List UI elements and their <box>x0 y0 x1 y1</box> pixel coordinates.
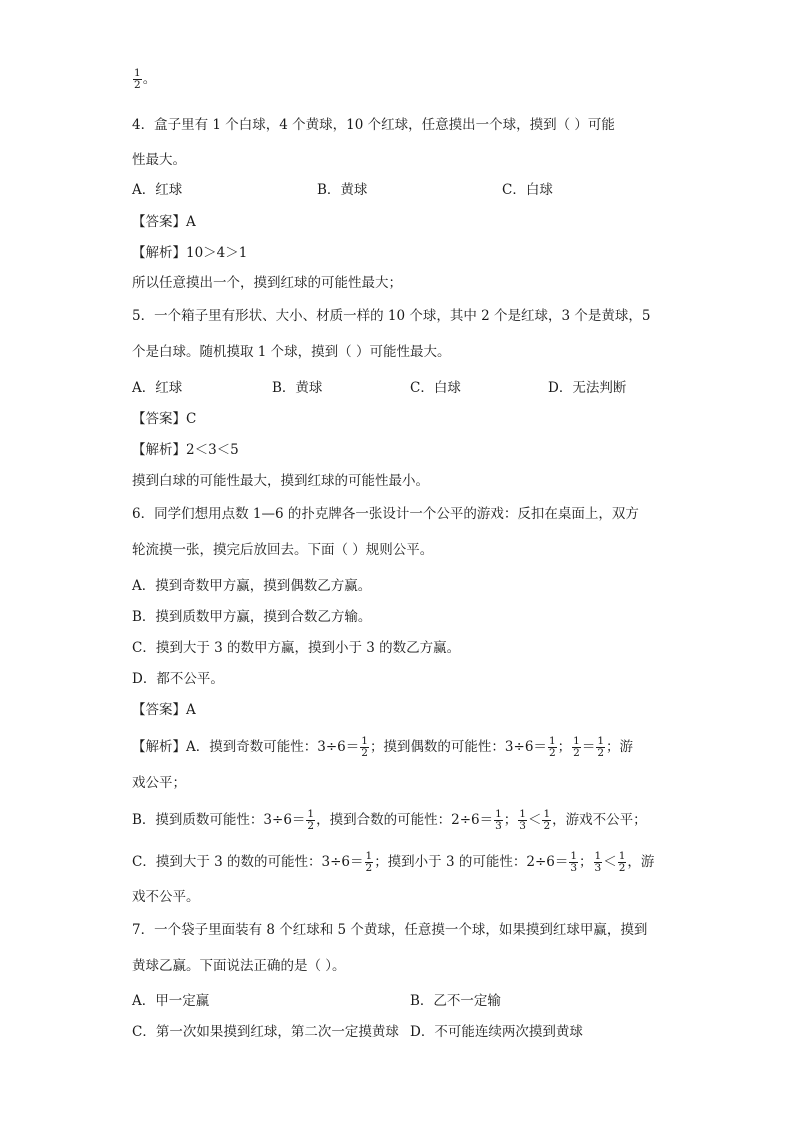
q6-option-c: C．摸到大于 3 的数甲方赢，摸到小于 3 的数乙方赢。 <box>132 640 461 656</box>
fraction: $\frac{1}{2}$ <box>548 735 556 759</box>
q7-line2: 黄球乙赢。下面说法正确的是（ ）。 <box>132 958 346 974</box>
fraction: $\frac{1}{3}$ <box>495 808 502 832</box>
q5-line2: 个是白球。随机摸取 1 个球，摸到（ ）可能性最大。 <box>132 344 451 360</box>
fraction: $\frac{1}{2}$ <box>543 808 551 832</box>
q5-option-c: C．白球 <box>410 380 461 396</box>
fraction: $\frac{1}{2}$ <box>573 735 580 759</box>
q6-analysis-c-cont: 戏不公平。 <box>132 889 200 905</box>
q4-analysis-text: 所以任意摸出一个，摸到红球的可能性最大； <box>132 275 402 291</box>
q7-line1: 7．一个袋子里面装有 8 个红球和 5 个黄球，任意摸一个球，如果摸到红球甲赢，摸到 <box>132 922 648 938</box>
q4-line1: 4．盒子里有 1 个白球，4 个黄球，10 个红球，任意摸出一个球，摸到（ ）可能 <box>132 117 615 133</box>
q7-option-d: D．不可能连续两次摸到黄球 <box>410 1024 583 1040</box>
q7-option-a: A．甲一定赢 <box>132 993 210 1009</box>
fraction: $\frac{1}{2}$ <box>597 735 604 759</box>
q7-option-b: B．乙不一定输 <box>410 993 501 1009</box>
fraction: $\frac{1}{3}$ <box>519 808 526 832</box>
q4-line2: 性最大。 <box>132 152 186 168</box>
q6-analysis-a-cont: 戏公平； <box>132 775 186 791</box>
q4-option-a: A．红球 <box>132 182 183 198</box>
q6-line1: 6．同学们想用点数 1—6 的扑克牌各一张设计一个公平的游戏：反扣在桌面上，双方 <box>132 506 639 522</box>
q5-line1: 5．一个箱子里有形状、大小、材质一样的 10 个球，其中 2 个是红球，3 个是黄球，5 <box>132 308 651 324</box>
q5-option-a: A．红球 <box>132 380 183 396</box>
lead-fraction-line: $\frac{1}{2}$ 。 <box>134 67 157 91</box>
q6-option-b: B．摸到质数甲方赢，摸到合数乙方输。 <box>132 609 372 625</box>
fraction: $\frac{1}{2}$ <box>365 850 373 874</box>
fraction: $\frac{1}{2}$ <box>134 67 141 91</box>
q5-option-d: D．无法判断 <box>548 380 627 396</box>
q5-analysis-text: 摸到白球的可能性最大，摸到红球的可能性最小。 <box>132 473 429 489</box>
q5-option-b: B．黄球 <box>272 380 323 396</box>
q6-line2: 轮流摸一张，摸完后放回去。下面（ ）规则公平。 <box>132 542 434 558</box>
fraction: $\frac{1}{2}$ <box>618 850 626 874</box>
fraction: $\frac{1}{2}$ <box>307 808 315 832</box>
q6-option-d: D．都不公平。 <box>132 671 224 687</box>
q5-analysis: 【解析】2＜3＜5 <box>132 442 239 458</box>
fraction: $\frac{1}{3}$ <box>594 850 602 874</box>
fraction: $\frac{1}{2}$ <box>361 735 368 759</box>
q6-option-a: A．摸到奇数甲方赢，摸到偶数乙方赢。 <box>132 578 372 594</box>
fraction: $\frac{1}{3}$ <box>570 850 578 874</box>
q4-answer: 【答案】A <box>132 214 196 230</box>
q5-answer: 【答案】C <box>132 411 197 427</box>
q4-option-b: B．黄球 <box>317 182 368 198</box>
q6-analysis-c: C．摸到大于 3 的数的可能性：3÷6＝ $\frac{1}{2}$ ；摸到小于 3 的可能性：2÷6＝ $\frac{1}{3}$ ； $\frac{1}{3}$ ＜ $\frac{1}{2}$ ，游 <box>132 850 655 874</box>
q6-answer: 【答案】A <box>132 702 196 718</box>
q7-option-c: C．第一次如果摸到红球，第二次一定摸黄球 <box>132 1024 399 1040</box>
q4-option-c: C．白球 <box>502 182 553 198</box>
q6-analysis-b: B．摸到质数可能性：3÷6＝ $\frac{1}{2}$ ，摸到合数的可能性：2÷6＝ $\frac{1}{3}$ ； $\frac{1}{3}$ ＜ $\frac{1}{2}$ ，游戏不公平； <box>132 808 647 832</box>
q6-analysis-a: 【解析】A．摸到奇数可能性：3÷6＝ $\frac{1}{2}$ ；摸到偶数的可能性：3÷6＝ $\frac{1}{2}$ ； $\frac{1}{2}$ ＝ $\frac{1}{2}$ ；游 <box>132 735 633 759</box>
q4-analysis: 【解析】10＞4＞1 <box>132 245 248 261</box>
